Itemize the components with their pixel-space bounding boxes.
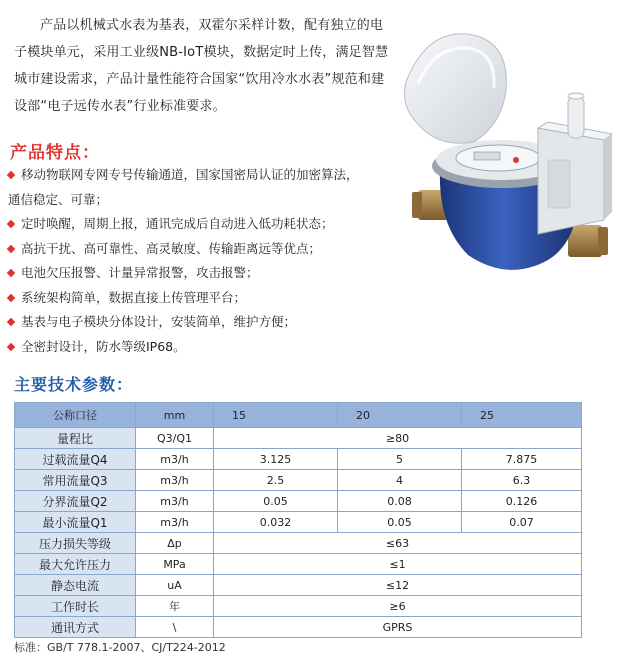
spec-value: 0.05 xyxy=(338,512,462,533)
spec-unit: Q3/Q1 xyxy=(136,428,214,449)
feature-text-continued: 通信稳定、可靠； xyxy=(8,191,109,207)
spec-unit: m3/h xyxy=(136,449,214,470)
spec-row xyxy=(15,596,582,617)
features-list xyxy=(8,163,388,359)
feature-text: 高抗干扰、高可靠性、高灵敏度、传输距离远等优点； xyxy=(21,240,322,256)
spec-value: 4 xyxy=(338,470,462,491)
spec-row xyxy=(15,554,582,575)
features-title: 产品特点： xyxy=(10,143,100,163)
standards-footnote: 标准：GB/T 778.1-2007、CJ/T224-2012 xyxy=(14,641,226,654)
specs-title: 主要技术参数： xyxy=(14,375,134,394)
spec-header-row xyxy=(15,403,582,428)
spec-name: 最大允许压力 xyxy=(15,554,136,575)
electronic-module xyxy=(538,122,612,234)
spec-row xyxy=(15,617,582,638)
spec-value: 0.126 xyxy=(462,491,582,512)
header-name: 公称口径 xyxy=(15,403,136,428)
feature-item xyxy=(8,286,388,311)
spec-name: 压力损失等级 xyxy=(15,533,136,554)
spec-unit: uA xyxy=(136,575,214,596)
spec-value: 7.875 xyxy=(462,449,582,470)
spec-value: 5 xyxy=(338,449,462,470)
spec-row xyxy=(15,470,582,491)
spec-name: 通讯方式 xyxy=(15,617,136,638)
spec-value: 0.07 xyxy=(462,512,582,533)
spec-name: 最小流量Q1 xyxy=(15,512,136,533)
feature-text: 全密封设计，防水等级IP68。 xyxy=(21,338,186,354)
spec-name: 量程比 xyxy=(15,428,136,449)
outlet-pipe xyxy=(568,225,608,257)
spec-unit: Δp xyxy=(136,533,214,554)
spec-value: 0.05 xyxy=(214,491,338,512)
feature-text: 电池欠压报警、计量异常报警，攻击报警； xyxy=(21,265,259,280)
spec-value: 0.08 xyxy=(338,491,462,512)
spec-unit: m3/h xyxy=(136,491,214,512)
spec-value: ≥6 xyxy=(214,596,582,617)
spec-value: 6.3 xyxy=(462,470,582,491)
spec-row xyxy=(15,491,582,512)
header-unit: mm xyxy=(136,403,214,428)
spec-row xyxy=(15,449,582,470)
spec-row xyxy=(15,512,582,533)
spec-value: GPRS xyxy=(214,617,582,638)
feature-item xyxy=(8,237,388,262)
header-value: 20 xyxy=(338,403,462,428)
feature-item xyxy=(8,310,388,335)
header-value: 15 xyxy=(214,403,338,428)
spec-value: ≥80 xyxy=(214,428,582,449)
spec-row xyxy=(15,575,582,596)
spec-name: 工作时长 xyxy=(15,596,136,617)
spec-value: 3.125 xyxy=(214,449,338,470)
spec-value: ≤1 xyxy=(214,554,582,575)
spec-value: ≤63 xyxy=(214,533,582,554)
antenna xyxy=(568,93,584,138)
spec-unit: m3/h xyxy=(136,512,214,533)
feature-text: 定时唤醒，周期上报，通讯完成后自动进入低功耗状态； xyxy=(21,216,334,231)
water-meter-illustration xyxy=(398,20,626,300)
spec-name: 过载流量Q4 xyxy=(15,449,136,470)
spec-name: 分界流量Q2 xyxy=(15,491,136,512)
spec-name: 静态电流 xyxy=(15,575,136,596)
feature-item xyxy=(8,261,388,286)
spec-value: 2.5 xyxy=(214,470,338,491)
spec-value: ≤12 xyxy=(214,575,582,596)
header-value: 25 xyxy=(462,403,582,428)
spec-unit: \ xyxy=(136,617,214,638)
spec-table xyxy=(14,402,582,638)
spec-row xyxy=(15,533,582,554)
feature-item xyxy=(8,335,388,360)
spec-unit: 年 xyxy=(136,596,214,617)
spec-value: 0.032 xyxy=(214,512,338,533)
spec-row xyxy=(15,428,582,449)
spec-unit: MPa xyxy=(136,554,214,575)
spec-unit: m3/h xyxy=(136,470,214,491)
feature-item xyxy=(8,163,388,212)
feature-text: 基表与电子模块分体设计，安装简单，维护方便； xyxy=(21,314,297,329)
intro-paragraph: 产品以机械式水表为基表，双霍尔采样计数，配有独立的电子模块单元，采用工业级NB-IoT模块，数据定时上传，满足智慧城市建设需求，产品计量性能符合国家“饮用冷水水表”规范和建设部“电子远传水表”行业标准要求。 xyxy=(14,18,389,114)
feature-text: 移动物联网专网专号传输通道，国家国密局认证的加密算法， xyxy=(21,167,359,182)
spec-name: 常用流量Q3 xyxy=(15,470,136,491)
feature-text: 系统架构简单，数据直接上传管理平台； xyxy=(21,289,247,305)
feature-item xyxy=(8,212,388,237)
